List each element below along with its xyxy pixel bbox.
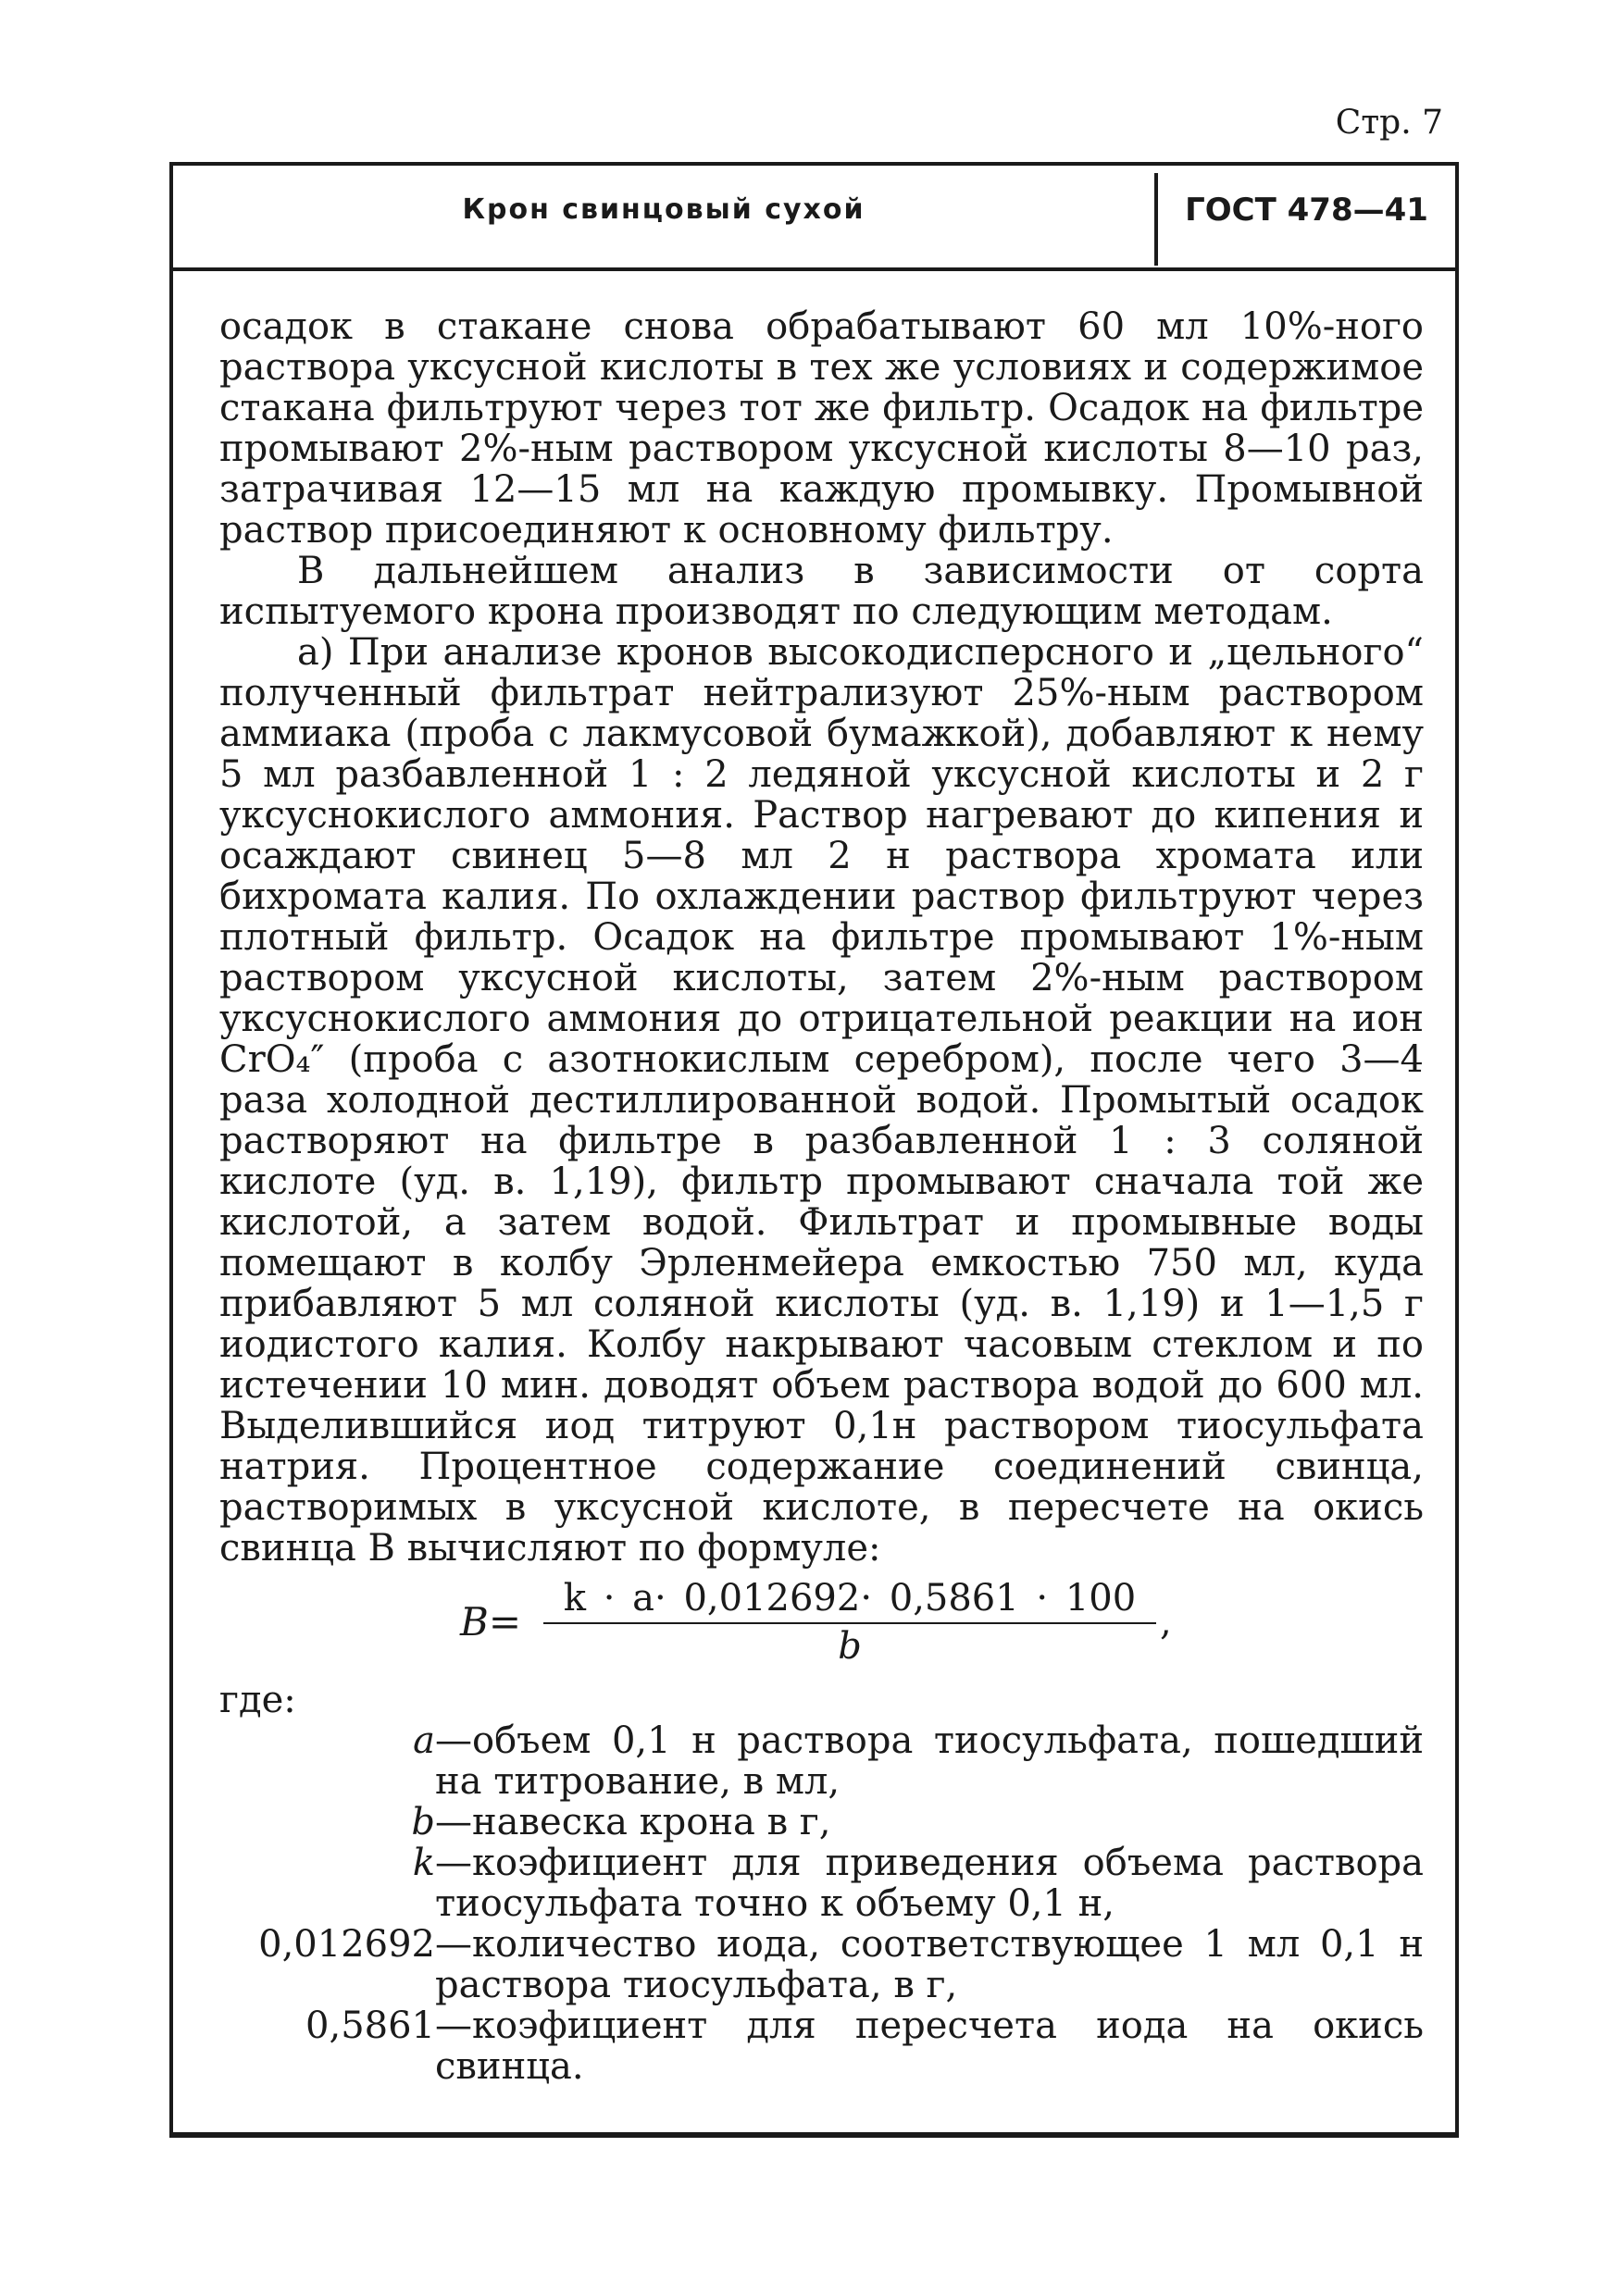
formula: [219, 1578, 1424, 1667]
definition-symbol: a: [413, 1719, 435, 1762]
paragraph-methods-intro: В дальнейшем анализ в зависимости от сорта испытуемого крона производят по следующим методам.: [219, 550, 1424, 633]
paragraph-method-a: а) При анализе кронов высокодисперсного и „цельного“ полученный фильтрат нейтрализуют 25%-ным раствором аммиака (проба с лакмусовой бумажкой), добавляют к нему 5 мл разбавленной 1 : 2 ледяной уксусной кислоты и 2 г уксуснокислого аммония. Раствор нагревают до кипения и осаждают свинец 5—8 мл 2 н раствора хромата или бихромата калия. По охлаждении раствор фильтруют через плотный фильтр. Осадок на фильтре промывают 1%-ным раствором уксусной кислоты, затем 2%-ным раствором уксуснокислого аммония до отрицательной реакции на ион CrO₄″ (проба с азотнокислым серебром), после чего 3—4 раза холодной дестиллированной водой. Промытый осадок растворяют на фильтре в разбавленной 1 : 3 соляной кислоте (уд. в. 1,19), фильтр промывают сначала той же кислотой, а затем водой. Фильтрат и промывные воды помещают в колбу Эрленмейера емкостью 750 мл, куда прибавляют 5 мл соляной кислоты (уд. в. 1,19) и 1—1,5 г иодистого калия. Колбу накрывают часовым стеклом и по истечении 10 мин. доводят объем раствора водой до 600 мл. Выделившийся иод титруют 0,1н раствором тиосульфата натрия. Процентное содержание соединений свинца, растворимых в уксусной кислоте, в пересчете на окись свинца B вычисляют по формуле:: [219, 631, 1424, 1570]
header-title: Крон свинцовый сухой: [462, 193, 866, 226]
paragraph-continuation: осадок в стакане снова обрабатывают 60 мл 10%-ного раствора уксусной кислоты в тех же условиях и содержимое стакана фильтруют через тот же фильтр. Осадок на фильтре промывают 2%-ным раствором уксусной кислоты 8—10 раз, затрачивая 12—15 мл на каждую промывку. Промывной раствор присоединяют к основному фильтру.: [219, 305, 1424, 552]
definition-text: —навеска крона в г,: [435, 1801, 831, 1843]
definition-symbol: b: [411, 1801, 435, 1843]
definition-item: [219, 1802, 1424, 1843]
definition-text: —коэфициент для пересчета иода на окись свинца.: [435, 2004, 1424, 2088]
definition-text: —коэфициент для приведения объема раствора тиосульфата точно к объему 0,1 н,: [435, 1842, 1424, 1925]
fraction-bar: [543, 1622, 1156, 1624]
formula-lhs: B=: [460, 1599, 522, 1644]
page-number: Стр. 7: [1335, 104, 1443, 142]
formula-denominator: b: [838, 1625, 862, 1668]
page-frame: [169, 162, 1459, 2138]
definition-symbol: 0,012692: [258, 1923, 435, 1966]
body-text: [219, 306, 1424, 2087]
where-label: где:: [219, 1679, 296, 1721]
definition-item: [219, 1720, 1424, 1802]
definition-text: —объем 0,1 н раствора тиосульфата, пошедший на титрование, в мл,: [435, 1719, 1424, 1803]
formula-trailing: ,: [1160, 1601, 1172, 1644]
definition-symbol: k: [412, 1842, 435, 1884]
header-gost-code: ГОСТ 478—41: [1185, 192, 1428, 229]
page-header: [173, 166, 1455, 271]
definition-item: [219, 1843, 1424, 1924]
definition-symbol: 0,5861: [305, 2004, 435, 2047]
definition-item: [219, 2005, 1424, 2087]
definition-text: —количество иода, соответствующее 1 мл 0,1 н раствора тиосульфата, в г,: [435, 1923, 1424, 2006]
definition-item: [219, 1924, 1424, 2005]
formula-fraction: [543, 1578, 1156, 1667]
formula-numerator: k · a· 0,012692· 0,5861 · 100: [563, 1577, 1137, 1620]
